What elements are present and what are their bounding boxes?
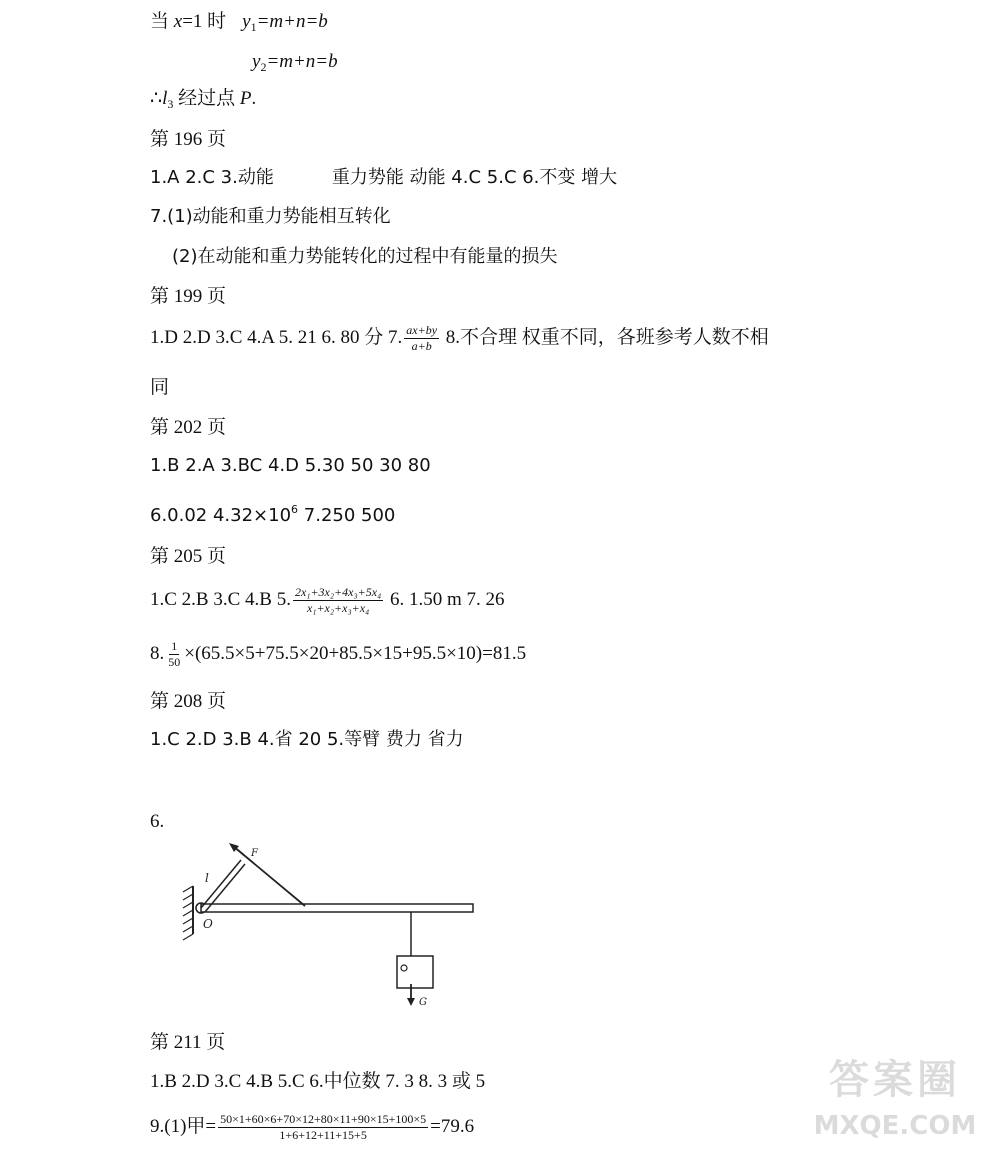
intro-line-3	[150, 89, 256, 110]
intro-line-1	[150, 12, 328, 33]
p205-line-2a: 8.	[150, 643, 165, 665]
heading-196: 第 196 页	[150, 129, 227, 150]
label-l: l	[205, 871, 209, 885]
p211-frac-den: 1+6+12+11+15+5	[279, 1128, 367, 1143]
p208-line-1: 1.C 2.D 3.B 4.省 20 5.等臂 费力 省力	[150, 729, 464, 750]
label-f: F	[251, 848, 258, 859]
heading-199: 第 199 页	[150, 286, 227, 307]
lever-beam	[201, 904, 473, 912]
intro-period: .	[251, 88, 257, 109]
rope-line	[245, 856, 305, 906]
p202-sup: 6	[291, 503, 299, 516]
p205-frac2-num: 1	[169, 640, 179, 655]
p199-line-1b: 8.不合理 权重不同，各班参考人数不相	[441, 327, 769, 349]
l3-label: l	[162, 88, 168, 109]
p205-frac-den: x₁+x₂+x₃+x₄	[306, 601, 370, 616]
heading-208: 第 208 页	[150, 691, 227, 712]
label-g: G	[419, 997, 427, 1008]
l3-sub: 3	[167, 97, 174, 111]
p202-line-2a: 6.0.02 4.32×10	[150, 505, 292, 526]
gravity-arrowhead	[407, 998, 415, 1006]
y2-rest: =m+n=b	[266, 51, 338, 72]
p199-line-2: 同	[150, 377, 170, 398]
p199-frac-num: ax+by	[404, 324, 439, 339]
p196-line-1	[150, 169, 617, 187]
p205-line-2b: ×(65.5×5+75.5×20+85.5×15+95.5×10)=81.5	[184, 643, 527, 665]
therefore-symbol: ∴	[150, 88, 163, 109]
watermark-url: MXQE.COM	[813, 1111, 977, 1141]
p208-q6: 6.	[150, 811, 165, 832]
p205-line-2	[150, 640, 526, 669]
intro-var-x: x	[173, 11, 183, 32]
p199-line-1	[150, 324, 769, 353]
p196-line-1a: 1.A 2.C 3.动能	[150, 167, 274, 188]
p211-line-2	[150, 1113, 474, 1142]
p196-line-2: 7.(1)动能和重力势能相互转化	[150, 206, 391, 227]
watermark	[800, 1048, 990, 1148]
y1-label: y	[242, 11, 251, 32]
intro-mid: =1 时	[182, 11, 227, 32]
p205-frac2-den: 50	[168, 655, 181, 670]
wall-hatching	[183, 886, 193, 940]
intro-line-2	[252, 52, 338, 73]
p211-line-2b: =79.6	[430, 1116, 475, 1138]
heading-205: 第 205 页	[150, 546, 227, 567]
p199-fraction	[404, 324, 439, 353]
p202-line-2b: 7.250 500	[298, 505, 396, 526]
p202-line-1: 1.B 2.A 3.BC 4.D 5.30 50 30 80	[150, 455, 431, 476]
point-p: P	[239, 88, 252, 109]
p205-fraction	[293, 586, 383, 615]
p199-frac-den: a+b	[411, 339, 432, 354]
p211-line-2a: 9.(1)甲=	[150, 1116, 217, 1138]
lever-diagram	[175, 838, 485, 1010]
p211-line-1: 1.B 2.D 3.C 4.B 5.C 6.中位数 7. 3 8. 3 或 5	[150, 1071, 486, 1092]
p211-fraction	[218, 1113, 428, 1142]
y2-sub: 2	[260, 60, 267, 74]
y1-rest: =m+n=b	[256, 11, 328, 32]
heading-202: 第 202 页	[150, 417, 227, 438]
p205-fraction-2	[166, 640, 182, 669]
heading-211: 第 211 页	[150, 1032, 226, 1053]
p202-line-2	[150, 504, 395, 525]
p211-frac-num: 50×1+60×6+70×12+80×11+90×15+100×5	[218, 1113, 428, 1128]
weight-box	[397, 956, 433, 988]
p199-line-1a: 1.D 2.D 3.C 4.A 5. 21 6. 80 分 7.	[150, 327, 403, 349]
intro-prefix: 当	[150, 11, 174, 32]
p196-line-3: (2)在动能和重力势能转化的过程中有能量的损失	[172, 246, 558, 267]
p205-frac-num: 2x₁+3x₂+4x₃+5x₄	[293, 586, 383, 601]
p205-line-1b: 6. 1.50 m 7. 26	[385, 589, 505, 611]
p205-line-1	[150, 586, 505, 615]
p196-line-1b: 重力势能 动能 4.C 5.C 6.不变 增大	[331, 167, 618, 188]
l3-text: 经过点	[173, 88, 240, 109]
p205-line-1a: 1.C 2.B 3.C 4.B 5.	[150, 589, 291, 611]
y2-label: y	[252, 51, 261, 72]
label-o: O	[203, 917, 213, 931]
y1-sub: 1	[250, 20, 257, 34]
watermark-chinese: 答案圈	[829, 1057, 961, 1103]
